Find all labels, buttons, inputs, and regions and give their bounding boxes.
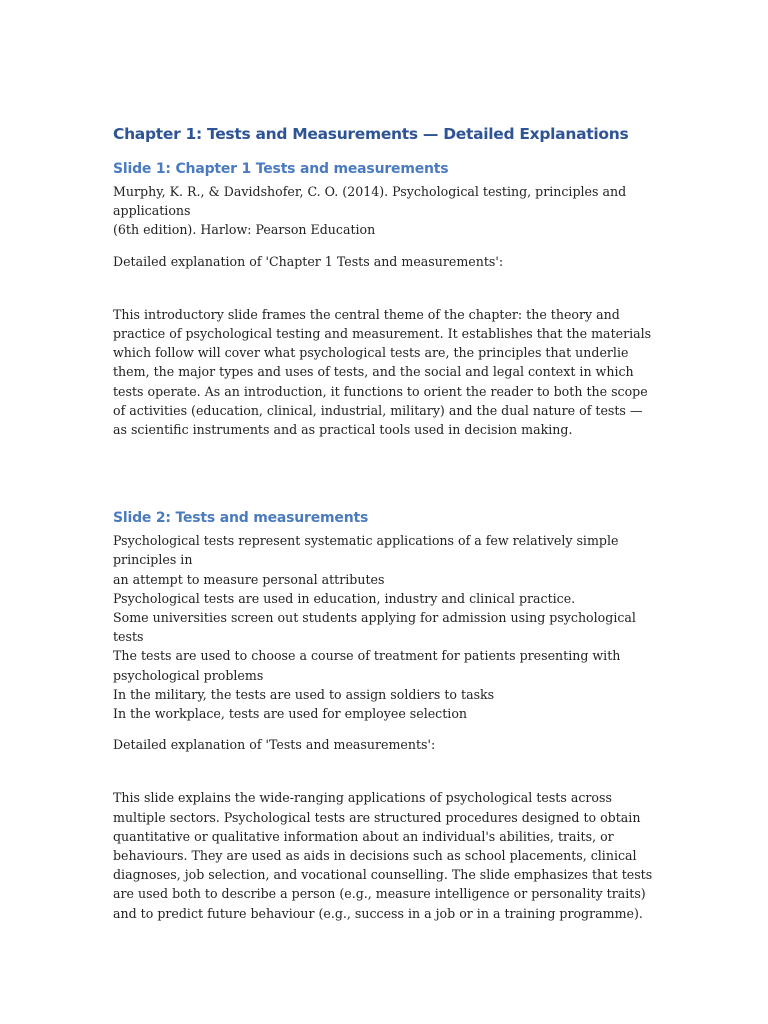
slide-1-line: Murphy, K. R., & Davidshofer, C. O. (2014). Psychological testing, principles and applications <box>113 184 627 219</box>
slide-2-points <box>113 531 658 723</box>
slide-2-heading: Slide 2: Tests and measurements <box>113 510 369 527</box>
slide-2-line: Psychological tests represent systematic applications of a few relatively simple principles in <box>113 533 619 568</box>
slide-2-explanation: This slide explains the wide-ranging applications of psychological tests across multiple sectors. Psychological tests are structured procedures designed to obtain quantitative or qualitative information about an individual's abilities, traits, or behaviours. They are used as aids in decisions such as school placements, clinical diagnoses, job selection, and vocational counselling. The slide emphasizes that tests are used both to describe a person (e.g., measure intelligence or personality traits) and to predict future behaviour (e.g., success in a job or in a training programme). <box>113 790 653 921</box>
slide-2-line: The tests are used to choose a course of treatment for patients presenting with <box>113 648 621 664</box>
slide-1-heading: Slide 1: Chapter 1 Tests and measurements <box>113 161 449 177</box>
slide-2-line: an attempt to measure personal attributes <box>113 571 385 587</box>
slide-1-explanation-intro: Detailed explanation of 'Chapter 1 Tests and measurements': <box>113 253 504 269</box>
slide-1-explanation: This introductory slide frames the central theme of the chapter: the theory and practice of psychological testing and measurement. It establishes that the materials which follow will cover what psychological tests are, the principles that underlie them, the major types and uses of tests, and the social and legal context in which tests operate. As an introduction, it functions to orient the reader to both the scope of activities (education, clinical, industrial, military) and the dual nature of tests — as scientific instruments and as practical tools used in decision making. <box>113 306 652 438</box>
slide-2-line: In the military, the tests are used to assign soldiers to tasks <box>113 686 495 702</box>
slide-2-line: In the workplace, tests are used for employee selection <box>113 706 468 722</box>
document-page <box>113 122 658 923</box>
document-title: Chapter 1: Tests and Measurements — Detailed Explanations <box>113 125 629 143</box>
slide-1-line: (6th edition). Harlow: Pearson Education <box>113 222 376 238</box>
slide-2-explanation-intro: Detailed explanation of 'Tests and measurements': <box>113 737 436 753</box>
slide-2-line: Some universities screen out students applying for admission using psychological tests <box>113 610 636 645</box>
slide-1-section <box>113 158 658 439</box>
slide-2-line: Psychological tests are used in education, industry and clinical practice. <box>113 590 576 606</box>
slide-2-section <box>113 507 658 923</box>
slide-2-line: psychological problems <box>113 667 264 683</box>
slide-1-citation <box>113 182 658 240</box>
